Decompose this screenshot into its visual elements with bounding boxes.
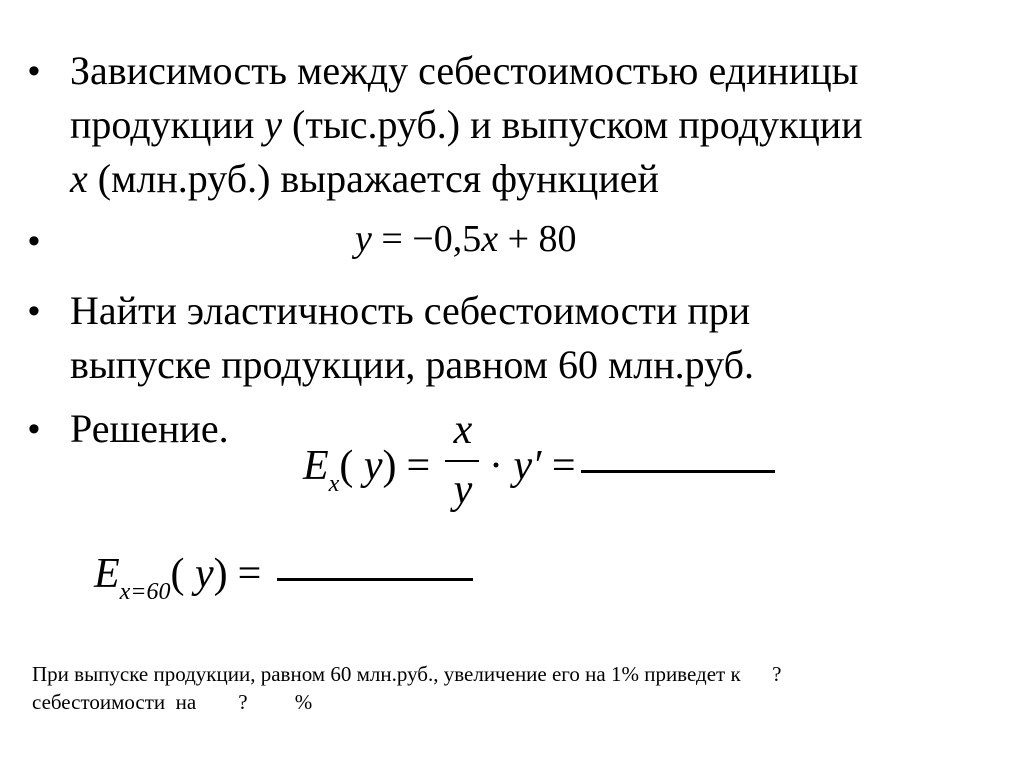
conclusion-line-2: себестоимости на ? %	[32, 690, 313, 714]
variable-y: y	[264, 102, 283, 147]
bullet-marker: •	[28, 292, 40, 330]
paren-close: )	[213, 551, 228, 597]
elasticity-symbol: E	[94, 551, 120, 597]
bullet-1-line-3	[70, 152, 863, 206]
conclusion-line-1: При выпуске продукции, равном 60 млн.руб., увеличение его на 1% приведет к ?	[32, 662, 782, 686]
variable-x: x	[70, 156, 88, 201]
bullet-marker: •	[28, 222, 40, 260]
answer-blank	[581, 470, 775, 473]
fraction-numerator: x	[453, 407, 473, 453]
formula-const: + 80	[498, 218, 577, 260]
fraction-bar	[445, 460, 479, 462]
bullet-text	[70, 402, 229, 456]
text-fragment: продукции	[70, 102, 265, 147]
elasticity-arg: y	[195, 551, 214, 597]
text-fragment: (млн.руб.) выражается функцией	[87, 156, 659, 201]
elasticity-symbol: E	[303, 443, 329, 489]
equals-sign: =	[237, 551, 262, 597]
conclusion-note	[32, 660, 781, 716]
formula-y: y	[355, 218, 372, 260]
elasticity-60-lhs	[94, 550, 262, 605]
bullet-item-task	[28, 284, 754, 392]
paren-open: (	[339, 443, 364, 489]
bullet-3-line-2: выпуске продукции, равном 60 млн.руб.	[70, 342, 754, 387]
elasticity-rhs	[489, 442, 576, 490]
elasticity-arg: y	[363, 443, 383, 489]
bullet-1-line-1: Зависимость между себестоимостью единицы	[70, 48, 859, 93]
bullet-item-dependency	[28, 44, 863, 206]
bullet-text	[70, 284, 754, 392]
bullet-1-line-2	[70, 98, 863, 152]
paren-open: (	[170, 551, 196, 597]
text-fragment: (тыс.руб.) и выпуском продукции	[282, 102, 863, 147]
bullet-marker: •	[28, 52, 40, 90]
equals-sign: =	[551, 443, 576, 489]
solution-label: Решение.	[70, 406, 229, 451]
bullet-item-solution	[28, 402, 229, 456]
formula-x: x	[481, 218, 499, 260]
bullet-3-line-1: Найти эластичность себестоимости при	[70, 288, 751, 333]
elasticity-subscript: x	[328, 471, 340, 497]
paren-close: )	[382, 443, 397, 489]
fraction-denominator: y	[453, 467, 473, 513]
bullet-marker: •	[28, 410, 40, 448]
elasticity-lhs	[303, 442, 431, 497]
multiply-dot: ·	[489, 443, 503, 489]
formula-coef: = −0,5	[371, 218, 482, 260]
answer-blank	[277, 578, 473, 581]
bullet-text	[70, 44, 863, 206]
elasticity-subscript: x=60	[119, 579, 171, 605]
derivative-y: y′	[513, 443, 542, 489]
equals-sign: =	[406, 443, 431, 489]
cost-function-formula	[355, 212, 577, 266]
